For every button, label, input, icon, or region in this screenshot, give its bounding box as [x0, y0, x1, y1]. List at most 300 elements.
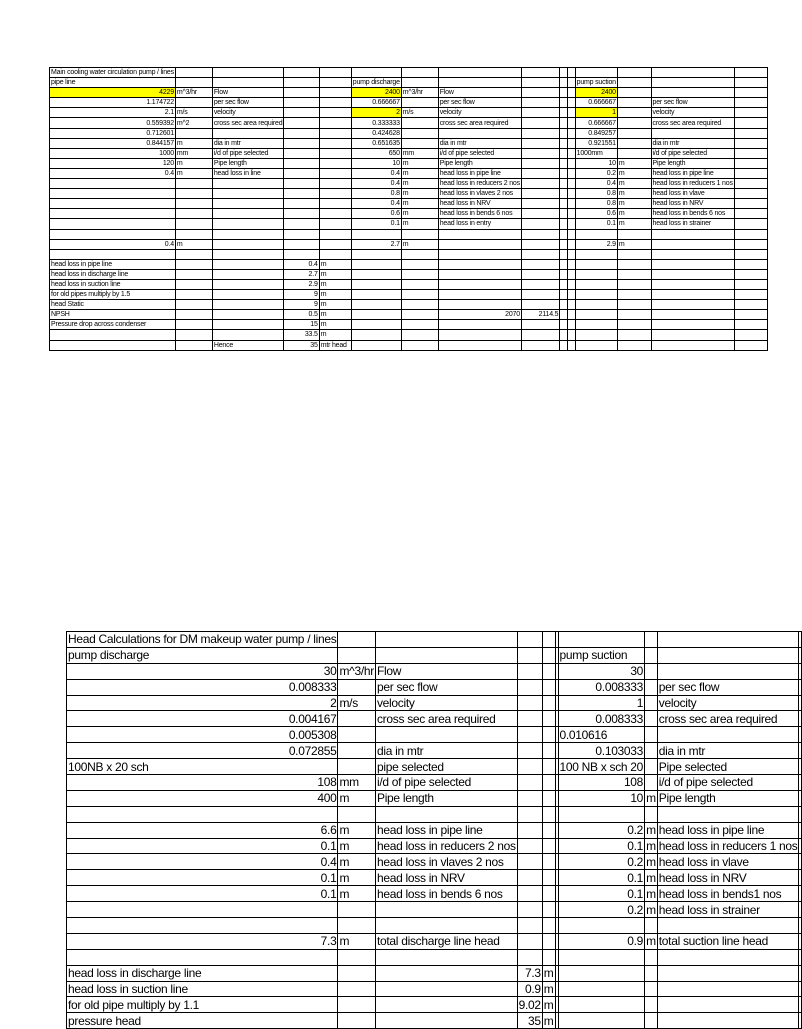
- sheet-cell[interactable]: [657, 949, 799, 965]
- sheet-cell[interactable]: [657, 997, 799, 1013]
- sheet-cell[interactable]: [401, 88, 438, 98]
- sheet-cell[interactable]: [375, 647, 517, 663]
- sheet-cell[interactable]: [50, 88, 176, 98]
- sheet-cell[interactable]: [212, 239, 284, 249]
- sheet-cell[interactable]: [521, 68, 559, 78]
- sheet-cell[interactable]: [575, 290, 617, 300]
- sheet-cell[interactable]: [567, 330, 575, 340]
- sheet-cell[interactable]: [319, 279, 351, 289]
- sheet-cell[interactable]: [521, 209, 559, 219]
- sheet-cell[interactable]: [558, 775, 645, 791]
- sheet-cell[interactable]: [645, 1013, 658, 1029]
- sheet-cell[interactable]: [351, 239, 401, 249]
- sheet-cell[interactable]: [401, 279, 438, 289]
- sheet-cell[interactable]: [734, 148, 767, 158]
- sheet-cell[interactable]: [617, 239, 651, 249]
- sheet-cell[interactable]: [517, 997, 542, 1013]
- sheet-cell[interactable]: [438, 128, 521, 138]
- sheet-cell[interactable]: [351, 310, 401, 320]
- sheet-cell[interactable]: [558, 965, 645, 981]
- sheet-cell[interactable]: [401, 78, 438, 88]
- sheet-cell[interactable]: [567, 148, 575, 158]
- sheet-cell[interactable]: [401, 128, 438, 138]
- sheet-cell[interactable]: [212, 138, 284, 148]
- sheet-cell[interactable]: [438, 209, 521, 219]
- sheet-cell[interactable]: [284, 78, 319, 88]
- sheet-cell[interactable]: [799, 695, 802, 711]
- sheet-cell[interactable]: [338, 822, 376, 838]
- sheet-cell[interactable]: [617, 340, 651, 350]
- sheet-cell[interactable]: [351, 249, 401, 259]
- sheet-cell[interactable]: [50, 78, 176, 88]
- sheet-cell[interactable]: [517, 981, 542, 997]
- sheet-cell[interactable]: [338, 965, 376, 981]
- sheet-cell[interactable]: [521, 138, 559, 148]
- sheet-cell[interactable]: [575, 88, 617, 98]
- sheet-cell[interactable]: [319, 209, 351, 219]
- sheet-cell[interactable]: [575, 239, 617, 249]
- sheet-cell[interactable]: [517, 854, 542, 870]
- sheet-cell[interactable]: [560, 219, 568, 229]
- sheet-cell[interactable]: [175, 88, 212, 98]
- sheet-cell[interactable]: [401, 189, 438, 199]
- sheet-cell[interactable]: [645, 918, 658, 934]
- sheet-cell[interactable]: [558, 981, 645, 997]
- sheet-cell[interactable]: [542, 981, 555, 997]
- sheet-cell[interactable]: [375, 981, 517, 997]
- sheet-cell[interactable]: [401, 239, 438, 249]
- sheet-cell[interactable]: [521, 219, 559, 229]
- sheet-cell[interactable]: [645, 647, 658, 663]
- sheet-cell[interactable]: [67, 949, 338, 965]
- sheet-cell[interactable]: [521, 158, 559, 168]
- sheet-cell[interactable]: [401, 68, 438, 78]
- sheet-cell[interactable]: [67, 806, 338, 822]
- sheet-cell[interactable]: [657, 838, 799, 854]
- sheet-cell[interactable]: [212, 269, 284, 279]
- sheet-cell[interactable]: [560, 239, 568, 249]
- sheet-cell[interactable]: [799, 663, 802, 679]
- sheet-cell[interactable]: [558, 679, 645, 695]
- sheet-cell[interactable]: [401, 290, 438, 300]
- sheet-cell[interactable]: [338, 775, 376, 791]
- sheet-cell[interactable]: [212, 108, 284, 118]
- sheet-cell[interactable]: [319, 269, 351, 279]
- sheet-cell[interactable]: [438, 189, 521, 199]
- sheet-cell[interactable]: [734, 229, 767, 239]
- sheet-cell[interactable]: [50, 310, 176, 320]
- sheet-cell[interactable]: [734, 310, 767, 320]
- sheet-cell[interactable]: [284, 168, 319, 178]
- sheet-cell[interactable]: [651, 290, 734, 300]
- sheet-cell[interactable]: [734, 209, 767, 219]
- sheet-cell[interactable]: [521, 108, 559, 118]
- sheet-cell[interactable]: [517, 679, 542, 695]
- sheet-cell[interactable]: [212, 219, 284, 229]
- sheet-cell[interactable]: [560, 108, 568, 118]
- sheet-cell[interactable]: [438, 78, 521, 88]
- sheet-cell[interactable]: [375, 1013, 517, 1029]
- sheet-cell[interactable]: [212, 148, 284, 158]
- sheet-cell[interactable]: [734, 128, 767, 138]
- sheet-cell[interactable]: [50, 128, 176, 138]
- sheet-cell[interactable]: [517, 902, 542, 918]
- sheet-cell[interactable]: [575, 118, 617, 128]
- sheet-cell[interactable]: [375, 933, 517, 949]
- sheet-cell[interactable]: [338, 727, 376, 743]
- sheet-cell[interactable]: [319, 300, 351, 310]
- sheet-cell[interactable]: [212, 259, 284, 269]
- sheet-cell[interactable]: [338, 806, 376, 822]
- sheet-cell[interactable]: [212, 279, 284, 289]
- sheet-cell[interactable]: [651, 239, 734, 249]
- sheet-cell[interactable]: [560, 340, 568, 350]
- sheet-cell[interactable]: [438, 138, 521, 148]
- sheet-cell[interactable]: [175, 300, 212, 310]
- sheet-cell[interactable]: [67, 679, 338, 695]
- sheet-cell[interactable]: [375, 663, 517, 679]
- sheet-cell[interactable]: [651, 259, 734, 269]
- sheet-cell[interactable]: [521, 239, 559, 249]
- sheet-cell[interactable]: [575, 189, 617, 199]
- sheet-cell[interactable]: [50, 189, 176, 199]
- sheet-cell[interactable]: [319, 310, 351, 320]
- sheet-cell[interactable]: [338, 949, 376, 965]
- sheet-cell[interactable]: [617, 128, 651, 138]
- sheet-cell[interactable]: [175, 98, 212, 108]
- sheet-cell[interactable]: [651, 269, 734, 279]
- sheet-cell[interactable]: [575, 259, 617, 269]
- sheet-cell[interactable]: [645, 759, 658, 775]
- sheet-cell[interactable]: [521, 249, 559, 259]
- sheet-cell[interactable]: [438, 249, 521, 259]
- sheet-cell[interactable]: [558, 902, 645, 918]
- sheet-cell[interactable]: [319, 88, 351, 98]
- sheet-cell[interactable]: [558, 870, 645, 886]
- sheet-cell[interactable]: [517, 711, 542, 727]
- sheet-cell[interactable]: [175, 239, 212, 249]
- sheet-cell[interactable]: [284, 219, 319, 229]
- sheet-cell[interactable]: [438, 158, 521, 168]
- sheet-cell[interactable]: [799, 679, 802, 695]
- sheet-cell[interactable]: [521, 199, 559, 209]
- sheet-cell[interactable]: [651, 138, 734, 148]
- sheet-cell[interactable]: [175, 219, 212, 229]
- sheet-cell[interactable]: [375, 870, 517, 886]
- sheet-cell[interactable]: [558, 790, 645, 806]
- sheet-cell[interactable]: [657, 918, 799, 934]
- sheet-cell[interactable]: [560, 290, 568, 300]
- sheet-cell[interactable]: [351, 269, 401, 279]
- sheet-cell[interactable]: [651, 158, 734, 168]
- sheet-cell[interactable]: [560, 330, 568, 340]
- sheet-cell[interactable]: [284, 249, 319, 259]
- sheet-cell[interactable]: [575, 158, 617, 168]
- sheet-cell[interactable]: [438, 168, 521, 178]
- sheet-cell[interactable]: [284, 148, 319, 158]
- sheet-cell[interactable]: [351, 320, 401, 330]
- sheet-cell[interactable]: [799, 822, 802, 838]
- sheet-cell[interactable]: [67, 981, 338, 997]
- sheet-cell[interactable]: [175, 68, 212, 78]
- sheet-cell[interactable]: [799, 949, 802, 965]
- sheet-cell[interactable]: [567, 310, 575, 320]
- sheet-cell[interactable]: [617, 118, 651, 128]
- sheet-cell[interactable]: [67, 933, 338, 949]
- sheet-cell[interactable]: [284, 179, 319, 189]
- sheet-cell[interactable]: [521, 290, 559, 300]
- sheet-cell[interactable]: [734, 219, 767, 229]
- sheet-cell[interactable]: [351, 168, 401, 178]
- sheet-cell[interactable]: [517, 790, 542, 806]
- sheet-cell[interactable]: [212, 249, 284, 259]
- sheet-cell[interactable]: [67, 663, 338, 679]
- sheet-cell[interactable]: [617, 68, 651, 78]
- sheet-cell[interactable]: [645, 902, 658, 918]
- sheet-cell[interactable]: [651, 68, 734, 78]
- sheet-cell[interactable]: [645, 743, 658, 759]
- sheet-cell[interactable]: [351, 98, 401, 108]
- sheet-cell[interactable]: [521, 279, 559, 289]
- sheet-cell[interactable]: [284, 138, 319, 148]
- sheet-cell[interactable]: [617, 259, 651, 269]
- sheet-cell[interactable]: [284, 118, 319, 128]
- sheet-cell[interactable]: [575, 279, 617, 289]
- sheet-cell[interactable]: [517, 775, 542, 791]
- sheet-cell[interactable]: [338, 1013, 376, 1029]
- sheet-cell[interactable]: [567, 138, 575, 148]
- sheet-cell[interactable]: [799, 902, 802, 918]
- sheet-cell[interactable]: [401, 98, 438, 108]
- sheet-cell[interactable]: [338, 647, 376, 663]
- sheet-cell[interactable]: [438, 199, 521, 209]
- sheet-cell[interactable]: [542, 695, 555, 711]
- sheet-cell[interactable]: [560, 320, 568, 330]
- sheet-cell[interactable]: [558, 997, 645, 1013]
- sheet-cell[interactable]: [567, 199, 575, 209]
- sheet-cell[interactable]: [50, 229, 176, 239]
- sheet-cell[interactable]: [651, 300, 734, 310]
- sheet-cell[interactable]: [50, 239, 176, 249]
- sheet-cell[interactable]: [401, 310, 438, 320]
- sheet-cell[interactable]: [438, 68, 521, 78]
- sheet-cell[interactable]: [212, 179, 284, 189]
- sheet-cell[interactable]: [542, 1013, 555, 1029]
- sheet-cell[interactable]: [657, 870, 799, 886]
- sheet-cell[interactable]: [67, 695, 338, 711]
- sheet-cell[interactable]: [175, 138, 212, 148]
- sheet-cell[interactable]: [560, 158, 568, 168]
- sheet-cell[interactable]: [284, 269, 319, 279]
- sheet-cell[interactable]: [542, 997, 555, 1013]
- sheet-cell[interactable]: [657, 632, 799, 648]
- sheet-cell[interactable]: [542, 759, 555, 775]
- sheet-cell[interactable]: [284, 189, 319, 199]
- sheet-cell[interactable]: [651, 148, 734, 158]
- sheet-cell[interactable]: [617, 138, 651, 148]
- sheet-cell[interactable]: [617, 279, 651, 289]
- sheet-cell[interactable]: [351, 148, 401, 158]
- sheet-cell[interactable]: [338, 695, 376, 711]
- sheet-cell[interactable]: [617, 320, 651, 330]
- sheet-cell[interactable]: [212, 68, 284, 78]
- sheet-cell[interactable]: [558, 647, 645, 663]
- sheet-cell[interactable]: [67, 838, 338, 854]
- sheet-cell[interactable]: [338, 632, 376, 648]
- sheet-cell[interactable]: [521, 269, 559, 279]
- sheet-cell[interactable]: [284, 320, 319, 330]
- sheet-cell[interactable]: [401, 320, 438, 330]
- sheet-cell[interactable]: [517, 949, 542, 965]
- sheet-cell[interactable]: [438, 290, 521, 300]
- sheet-cell[interactable]: [338, 790, 376, 806]
- sheet-cell[interactable]: [338, 902, 376, 918]
- sheet-cell[interactable]: [401, 118, 438, 128]
- sheet-cell[interactable]: [799, 965, 802, 981]
- sheet-cell[interactable]: [617, 179, 651, 189]
- sheet-cell[interactable]: [542, 790, 555, 806]
- sheet-cell[interactable]: [351, 300, 401, 310]
- sheet-cell[interactable]: [50, 209, 176, 219]
- sheet-cell[interactable]: [338, 997, 376, 1013]
- sheet-cell[interactable]: [351, 290, 401, 300]
- sheet-cell[interactable]: [617, 249, 651, 259]
- sheet-cell[interactable]: [558, 1013, 645, 1029]
- sheet-cell[interactable]: [567, 219, 575, 229]
- sheet-cell[interactable]: [521, 168, 559, 178]
- sheet-cell[interactable]: [645, 790, 658, 806]
- sheet-cell[interactable]: [284, 209, 319, 219]
- sheet-cell[interactable]: [284, 340, 319, 350]
- sheet-cell[interactable]: [575, 340, 617, 350]
- sheet-cell[interactable]: [799, 997, 802, 1013]
- sheet-cell[interactable]: [351, 229, 401, 239]
- sheet-cell[interactable]: [542, 663, 555, 679]
- sheet-cell[interactable]: [284, 199, 319, 209]
- sheet-cell[interactable]: [319, 179, 351, 189]
- sheet-cell[interactable]: [567, 68, 575, 78]
- sheet-cell[interactable]: [175, 290, 212, 300]
- sheet-cell[interactable]: [734, 138, 767, 148]
- sheet-cell[interactable]: [212, 98, 284, 108]
- sheet-cell[interactable]: [438, 340, 521, 350]
- sheet-cell[interactable]: [438, 259, 521, 269]
- sheet-cell[interactable]: [575, 78, 617, 88]
- sheet-cell[interactable]: [542, 647, 555, 663]
- sheet-cell[interactable]: [560, 68, 568, 78]
- sheet-cell[interactable]: [645, 775, 658, 791]
- sheet-cell[interactable]: [651, 128, 734, 138]
- sheet-cell[interactable]: [558, 711, 645, 727]
- sheet-cell[interactable]: [375, 679, 517, 695]
- sheet-cell[interactable]: [401, 269, 438, 279]
- sheet-cell[interactable]: [651, 340, 734, 350]
- sheet-cell[interactable]: [560, 148, 568, 158]
- sheet-cell[interactable]: [351, 179, 401, 189]
- sheet-cell[interactable]: [542, 886, 555, 902]
- sheet-cell[interactable]: [401, 158, 438, 168]
- sheet-cell[interactable]: [560, 279, 568, 289]
- sheet-cell[interactable]: [542, 838, 555, 854]
- sheet-cell[interactable]: [734, 98, 767, 108]
- sheet-cell[interactable]: [438, 239, 521, 249]
- sheet-cell[interactable]: [401, 168, 438, 178]
- sheet-cell[interactable]: [617, 209, 651, 219]
- sheet-cell[interactable]: [575, 138, 617, 148]
- sheet-cell[interactable]: [175, 118, 212, 128]
- sheet-cell[interactable]: [319, 239, 351, 249]
- sheet-cell[interactable]: [375, 838, 517, 854]
- sheet-cell[interactable]: [575, 249, 617, 259]
- sheet-cell[interactable]: [567, 128, 575, 138]
- sheet-cell[interactable]: [50, 249, 176, 259]
- sheet-cell[interactable]: [542, 632, 555, 648]
- sheet-cell[interactable]: [67, 790, 338, 806]
- sheet-cell[interactable]: [734, 269, 767, 279]
- sheet-cell[interactable]: [67, 711, 338, 727]
- sheet-cell[interactable]: [560, 259, 568, 269]
- sheet-cell[interactable]: [438, 320, 521, 330]
- sheet-cell[interactable]: [799, 632, 802, 648]
- sheet-cell[interactable]: [438, 88, 521, 98]
- sheet-cell[interactable]: [657, 759, 799, 775]
- sheet-cell[interactable]: [319, 168, 351, 178]
- sheet-cell[interactable]: [542, 775, 555, 791]
- sheet-cell[interactable]: [560, 229, 568, 239]
- sheet-cell[interactable]: [438, 269, 521, 279]
- sheet-cell[interactable]: [734, 320, 767, 330]
- sheet-cell[interactable]: [645, 838, 658, 854]
- sheet-cell[interactable]: [799, 806, 802, 822]
- sheet-cell[interactable]: [50, 279, 176, 289]
- sheet-cell[interactable]: [517, 743, 542, 759]
- sheet-cell[interactable]: [521, 340, 559, 350]
- sheet-cell[interactable]: [175, 310, 212, 320]
- sheet-cell[interactable]: [375, 806, 517, 822]
- sheet-cell[interactable]: [175, 148, 212, 158]
- sheet-cell[interactable]: [401, 199, 438, 209]
- sheet-cell[interactable]: [617, 158, 651, 168]
- sheet-cell[interactable]: [567, 209, 575, 219]
- sheet-cell[interactable]: [517, 1013, 542, 1029]
- sheet-cell[interactable]: [375, 775, 517, 791]
- sheet-cell[interactable]: [558, 632, 645, 648]
- sheet-cell[interactable]: [617, 290, 651, 300]
- sheet-cell[interactable]: [542, 870, 555, 886]
- sheet-cell[interactable]: [517, 663, 542, 679]
- sheet-cell[interactable]: [567, 168, 575, 178]
- sheet-cell[interactable]: [175, 269, 212, 279]
- sheet-cell[interactable]: [645, 965, 658, 981]
- sheet-cell[interactable]: [657, 695, 799, 711]
- sheet-cell[interactable]: [175, 279, 212, 289]
- sheet-cell[interactable]: [560, 209, 568, 219]
- sheet-cell[interactable]: [542, 679, 555, 695]
- sheet-cell[interactable]: [212, 168, 284, 178]
- sheet-cell[interactable]: [284, 300, 319, 310]
- sheet-cell[interactable]: [338, 854, 376, 870]
- sheet-cell[interactable]: [175, 128, 212, 138]
- sheet-cell[interactable]: [560, 98, 568, 108]
- sheet-cell[interactable]: [651, 118, 734, 128]
- sheet-cell[interactable]: [284, 330, 319, 340]
- sheet-cell[interactable]: [521, 189, 559, 199]
- sheet-cell[interactable]: [575, 179, 617, 189]
- sheet-cell[interactable]: [338, 918, 376, 934]
- sheet-cell[interactable]: [338, 886, 376, 902]
- sheet-cell[interactable]: [375, 918, 517, 934]
- sheet-cell[interactable]: [212, 290, 284, 300]
